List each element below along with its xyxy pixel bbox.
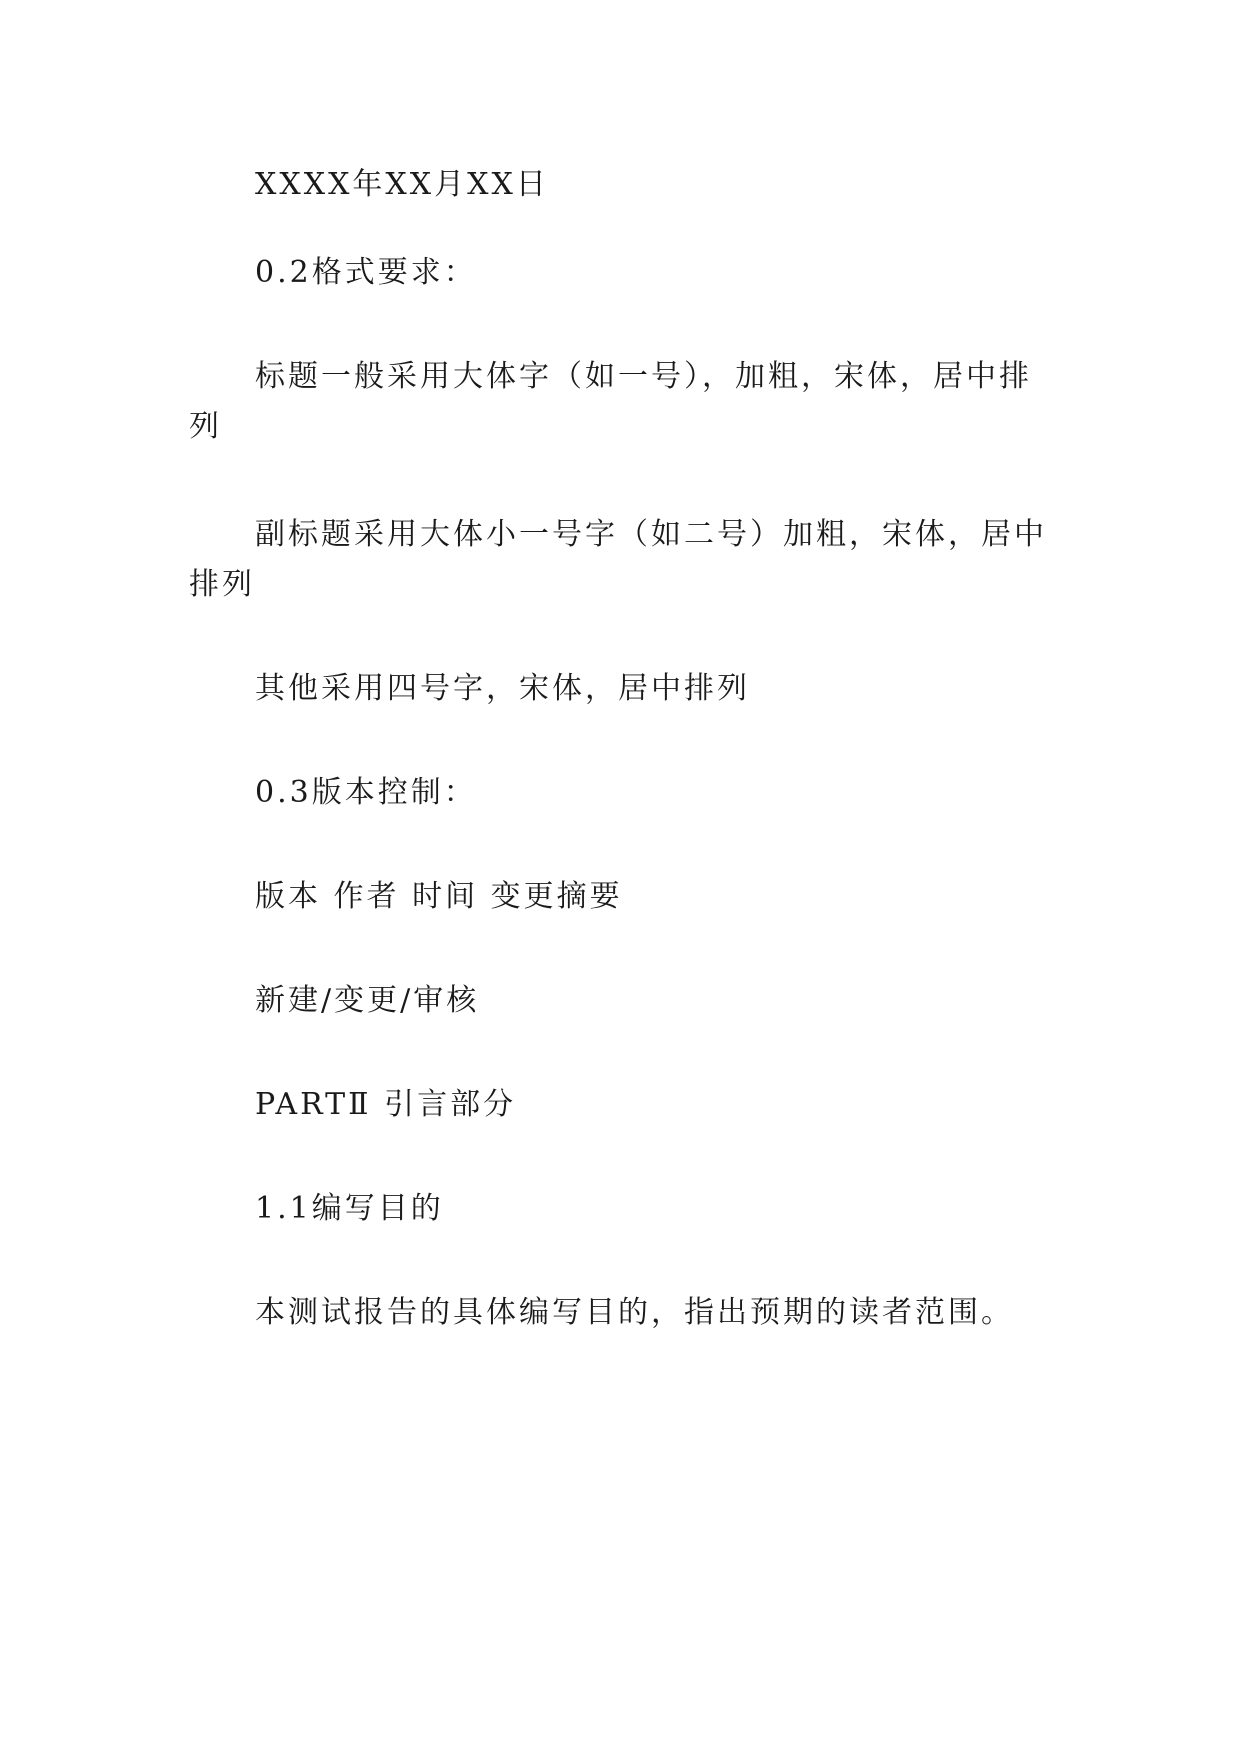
version-table-header: 版本 作者 时间 变更摘要: [255, 879, 623, 914]
section-heading-purpose: 1.1编写目的: [255, 1191, 444, 1226]
paragraph-other-format: 其他采用四号字，宋体，居中排列: [255, 671, 750, 706]
part-heading-introduction: PARTⅡ 引言部分: [255, 1087, 517, 1122]
paragraph-title-format: 标题一般采用大体字（如一号），加粗，宋体，居中排列: [189, 359, 1032, 444]
paragraph-purpose: 本测试报告的具体编写目的，指出预期的读者范围。: [255, 1295, 1014, 1330]
section-heading-version-control: 0.3版本控制：: [255, 775, 477, 810]
version-status-line: 新建/变更/审核: [255, 983, 480, 1018]
section-heading-format-requirements: 0.2格式要求：: [255, 255, 477, 290]
paragraph-subtitle-format: 副标题采用大体小一号字（如二号）加粗，宋体，居中排列: [189, 517, 1047, 602]
date-line: XXXX年XX月XX日: [255, 167, 549, 202]
